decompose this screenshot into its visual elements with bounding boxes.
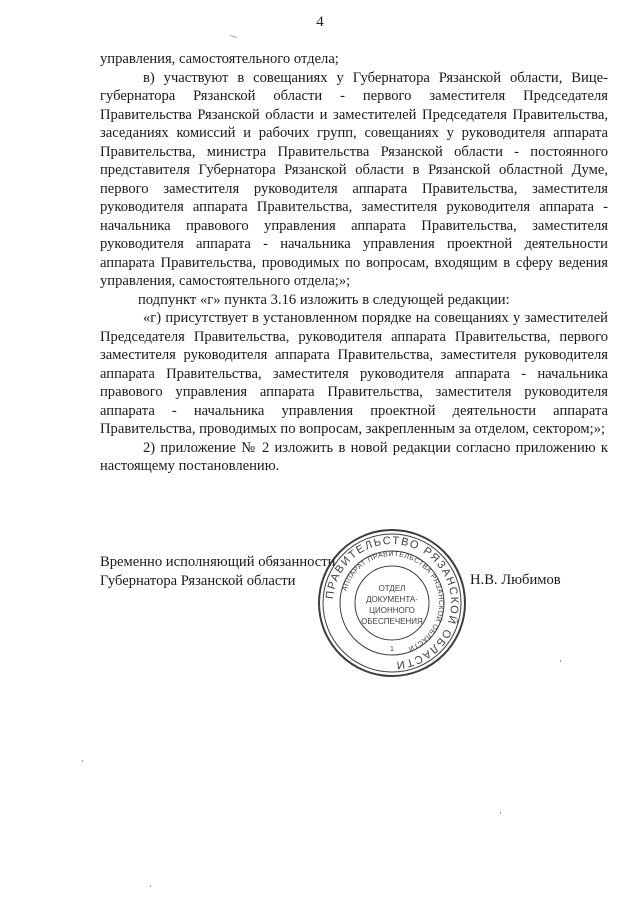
scan-speck [82,760,83,762]
seal-center-line4: ОБЕСПЕЧЕНИЯ [361,617,423,626]
document-body [100,50,608,476]
seal-outer-text: ПРАВИТЕЛЬСТВО РЯЗАНСКОЙ ОБЛАСТИ [324,534,461,672]
official-seal [316,527,468,679]
signature-position [100,553,335,590]
paragraph-item-g: «г) присутствует в установленном порядке на совещаниях у заместителей Председателя Правительства, руководителя аппарата Правительства, первого заместителя руководителя аппарата Правительства, заместителя руководителя аппарата Правительства, заместителя руководителя аппарата - начальника правового управления аппарата Правительства, заместителя руководителя аппарата - начальника управления проектной деятельности аппарата Правительства, проводимых по вопросам, закрепленным за отделом, сектором;»; [100,310,608,437]
seal-center-line3: ЦИОННОГО [369,606,415,615]
signature-position-line1: Временно исполняющий обязанности [100,554,336,570]
seal-inner-text: АППАРАТ ПРАВИТЕЛЬСТВА РЯЗАНСКОЙ ОБЛАСТИ [341,550,445,653]
paragraph-appendix-2: 2) приложение № 2 изложить в новой редакции согласно приложению к настоящему постановлению. [100,439,608,474]
scan-speck [150,885,151,887]
signer-name: Н.В. Любимов [470,572,561,588]
signature-position-line2: Губернатора Рязанской области [100,572,296,589]
seal-center-line1: ОТДЕЛ [378,584,406,593]
scan-speck [230,35,237,38]
paragraph-subitem-instruction: подпункт «г» пункта 3.16 изложить в следующей редакции: [138,291,510,308]
seal-center-line2: ДОКУМЕНТА- [366,595,418,604]
paragraph-item-v: в) участвуют в совещаниях у Губернатора Рязанской области, Вице-губернатора Рязанской области - первого заместителя Председателя Правительства Рязанской области и заместителей Председателя Правительства, заседаниях комиссий и рабочих групп, совещаниях у руководителя аппарата Правительства, министра Правительства Рязанской области - постоянного представителя Губернатора Рязанской области в Рязанской областной Думе, первого заместителя руководителя аппарата Правительства, заместителя руководителя аппарата Правительства, заместителя руководителя аппарата - начальника правового управления аппарата Правительства, заместителя руководителя аппарата - начальника управления проектной деятельности аппарата Правительства, проводимых по вопросам, входящим в сферу ведения управления, самостоятельного отдела;»; [100,69,608,289]
seal-number: 1 [390,646,394,653]
scan-speck [560,660,561,662]
paragraph-continuation: управления, самостоятельного отдела; [100,51,339,67]
page-number: 4 [316,14,324,30]
scan-speck [500,812,501,814]
